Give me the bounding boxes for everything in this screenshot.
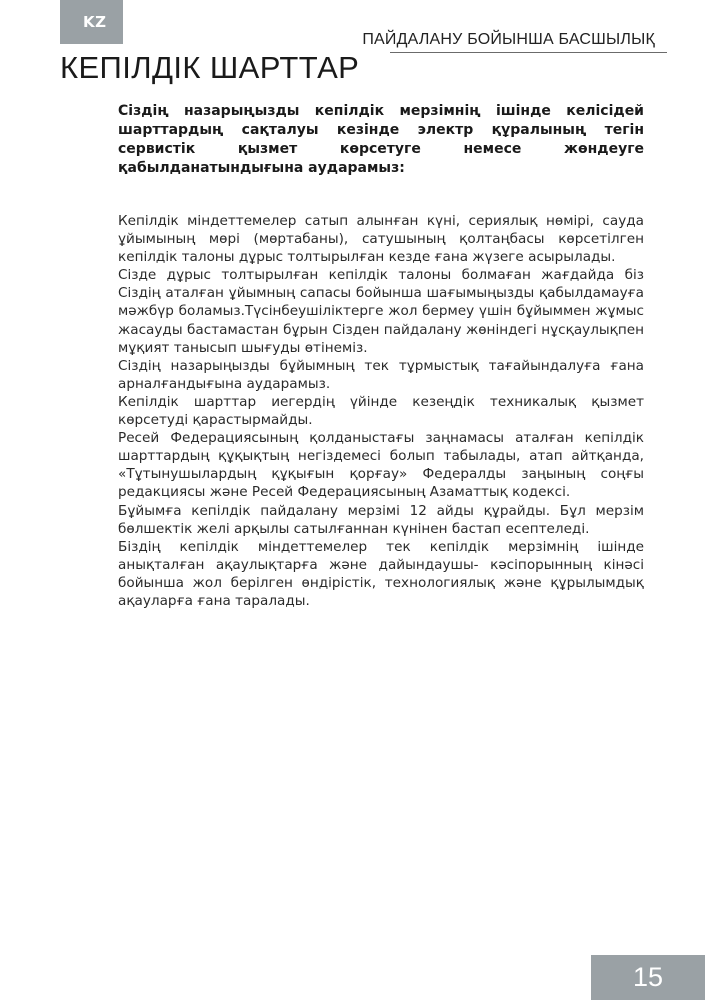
paragraph-no-home-service: Кепілдік шарттар иегердің үйінде кезеңдік техникалық қызмет көрсетуді қарастырмайды.: [118, 393, 644, 429]
header-divider: [390, 52, 667, 53]
paragraph-warranty-conditions: Кепілдік міндеттемелер сатып алынған күні, сериялық нөмірі, сауда ұйымының мөрі (мөртабаны), сатушының қолтаңбасы көрсетілген кепілдік талоны дұрыс толтырылған кезде ғана жүзеге асырылады.: [118, 213, 644, 266]
paragraph-household-use: Сіздің назарыңызды бұйымның тек тұрмыстық тағайындалуға ғана арналғандығына аударамыз.: [118, 357, 644, 392]
paragraph-missing-coupon: Сізде дұрыс толтырылған кепілдік талоны болмаған жағдайда біз Сіздің аталған ұйымның сапасы бойынша шағымыңызды қабылдамауға мәжбүр боламыз.Түсінбеушіліктерге жол бермеу үшін бұйыммен жұмыс жасауды бастамастан бұрын Сізден пайдалану жөніндегі нұсқаулықпен мұқият танысып шығуды өтінеміз.: [118, 267, 644, 356]
page-title: КЕПІЛДІК ШАРТТАР: [60, 50, 360, 85]
paragraph-legal-basis: Ресей Федерациясының қолданыстағы заңнамасы аталған кепілдік шарттардың құқықтың негіздемесі болып табылады, атап айтқанда, «Тұтынушылардың құқығын қорғау» Федералды заңының соңғы редакциясы және Ресей Федерациясының Азаматтық кодексі.: [118, 430, 644, 501]
language-tab: KZ: [60, 0, 123, 44]
intro-paragraph: Сіздің назарыңызды кепілдік мерзімнің ішінде келісідей шарттардың сақталуы кезінде электр құралының тегін сервистік қызмет көрсетуге немесе жөндеуге қабылданатындығына аударамыз:: [118, 103, 644, 176]
page-number: 15: [591, 955, 705, 1000]
paragraph-coverage-scope: Біздің кепілдік міндеттемелер тек кепілдік мерзімнің ішінде анықталған ақаулықтарға және дайындаушы- кәсіпорынның кінәсі бойынша жол берілген өндірістік, технологиялық және құрылымдық ақауларға ғана таралады.: [118, 538, 644, 609]
document-body: [118, 102, 644, 610]
manual-title: ПАЙДАЛАНУ БОЙЫНША БАСШЫЛЫҚ: [362, 31, 655, 48]
paragraph-warranty-period: Бұйымға кепілдік пайдалану мерзімі 12 айды құрайды. Бұл мерзім бөлшектік желі арқылы сатылғаннан күнінен бастап есептеледі.: [118, 502, 644, 537]
